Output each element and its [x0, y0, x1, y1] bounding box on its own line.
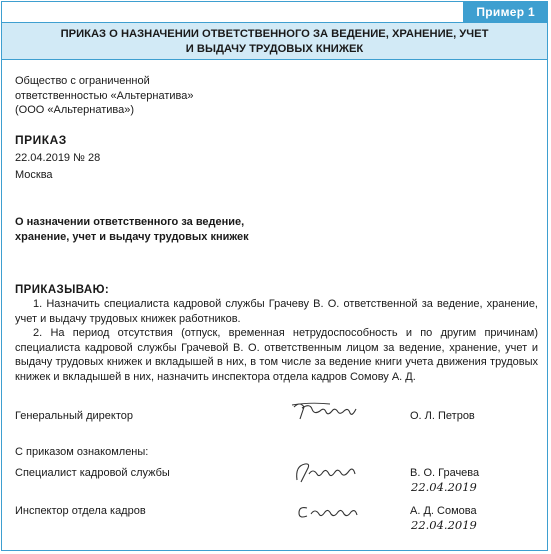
- example-badge: Пример 1: [463, 2, 547, 22]
- director-name: О. Л. Петров: [410, 410, 475, 422]
- order-date-number: 22.04.2019 № 28: [15, 152, 101, 164]
- staff-date-2: 22.04.2019: [411, 518, 477, 532]
- staff-role-1: Специалист кадровой службы: [15, 467, 170, 479]
- staff-signature-image-1: [291, 460, 361, 486]
- subject-line-1: О назначении ответственного за ведение,: [15, 216, 245, 228]
- order-item-2: [15, 326, 538, 384]
- order-item-1-text: 1. Назначить специалиста кадровой службы Грачеву В. О. ответственной за ведение, хранение, учет и выдачу трудовых книжек работников.: [15, 298, 538, 325]
- document-frame: [1, 1, 548, 551]
- staff-name-2: А. Д. Сомова: [410, 505, 477, 517]
- subject-line-2: хранение, учет и выдачу трудовых книжек: [15, 230, 249, 243]
- org-line-3: (ООО «Альтернатива»): [15, 104, 135, 117]
- staff-signature-row-2: [15, 504, 538, 544]
- order-title: ПРИКАЗ: [15, 133, 67, 147]
- top-bar: [2, 2, 547, 22]
- acknowledged-label: С приказом ознакомлены:: [15, 446, 149, 458]
- heading-line-1: ПРИКАЗ О НАЗНАЧЕНИИ ОТВЕТСТВЕННОГО ЗА ВЕДЕНИЕ, ХРАНЕНИЕ, УЧЕТ: [60, 28, 489, 40]
- order-item-2-text: 2. На период отсутствия (отпуск, временная нетрудоспособность и по другим причинам) специалиста кадровой службы Грачевой В. О. ответственным лицом за ведение, хранение, учет и выдачу трудовых книжек и вкладышей в них, в том числе за ведение книги учета движения трудовых книжек и вкладышей в них, назначить инспектора отдела кадров Сомову А. Д.: [15, 327, 538, 383]
- director-signature-row: [15, 409, 538, 449]
- heading-line-2: И ВЫДАЧУ ТРУДОВЫХ КНИЖЕК: [185, 43, 364, 55]
- director-signature-image: [290, 399, 360, 423]
- order-item-1: [15, 297, 538, 326]
- org-line-1: Общество с ограниченной: [15, 75, 150, 87]
- staff-signature-image-2: [293, 500, 363, 524]
- document-heading: [2, 22, 547, 60]
- organization-block: [15, 74, 194, 118]
- order-subject: [15, 215, 295, 244]
- staff-date-1: 22.04.2019: [411, 480, 477, 494]
- org-line-2: ответственностью «Альтернатива»: [15, 89, 194, 102]
- prikazyvayu-label: ПРИКАЗЫВАЮ:: [15, 284, 110, 296]
- staff-name-1: В. О. Грачева: [410, 467, 480, 479]
- staff-role-2: Инспектор отдела кадров: [15, 505, 146, 517]
- staff-signature-row-1: [15, 466, 538, 506]
- order-city: Москва: [15, 169, 53, 181]
- director-role: Генеральный директор: [15, 410, 133, 422]
